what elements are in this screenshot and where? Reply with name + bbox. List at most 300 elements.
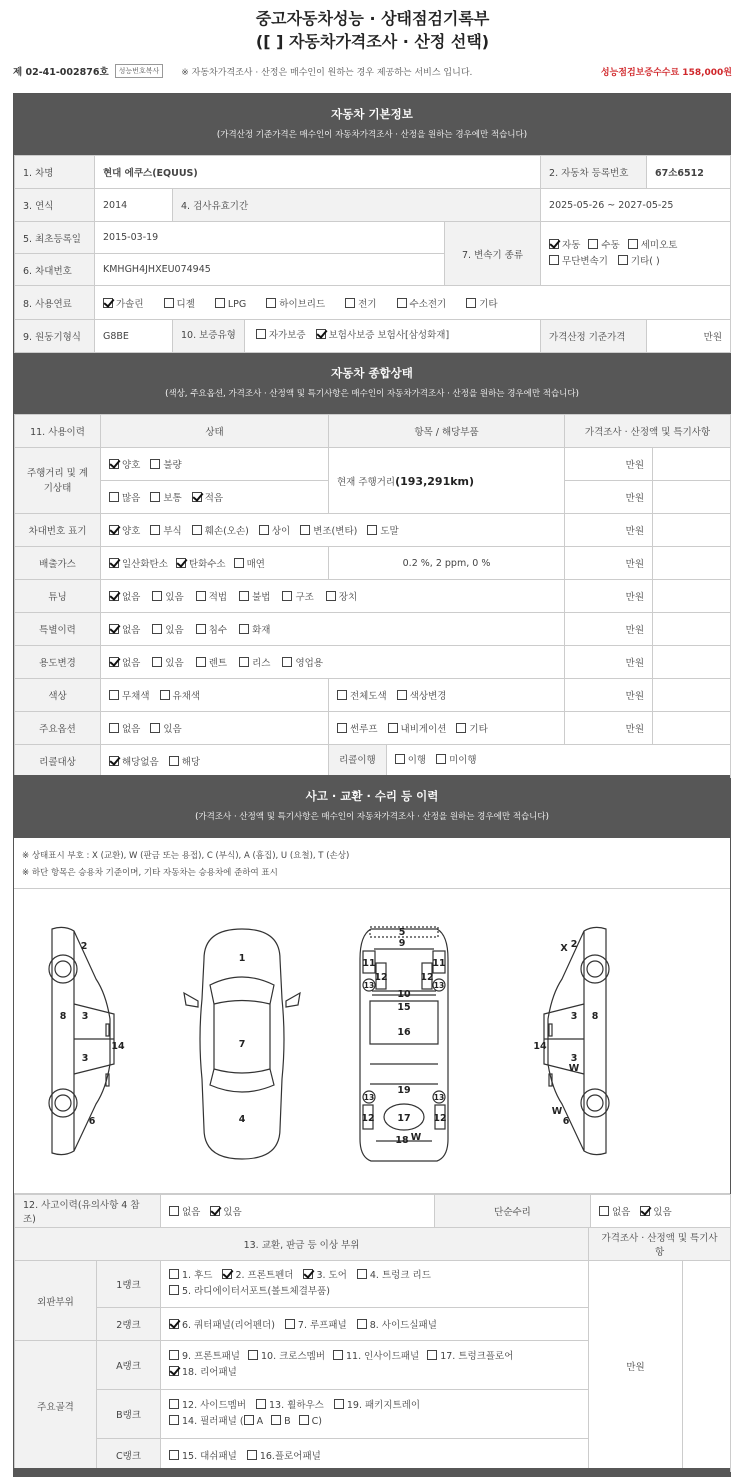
accident-band <box>14 775 730 838</box>
tuning-label: 튜닝 <box>15 580 101 613</box>
checkbox[interactable] <box>196 657 206 667</box>
main-frame-label: 주요골격 <box>15 1341 97 1472</box>
transmission-option[interactable]: 자동 <box>549 238 580 254</box>
checkbox[interactable] <box>326 591 336 601</box>
warranty-label: 10. 보증유형 <box>173 320 245 352</box>
diagram-label: 8 <box>591 1011 599 1022</box>
checkbox-checked[interactable] <box>109 558 119 568</box>
car-name-value: 현대 에쿠스(EQUUS) <box>95 156 541 189</box>
diagram-label: 6 <box>562 1116 570 1127</box>
rank1-options <box>161 1261 589 1308</box>
status-title: 자동차 종합상태 <box>331 366 413 380</box>
reg-no-label: 2. 자동차 등록번호 <box>541 156 647 189</box>
warranty-option[interactable]: 자가보증 <box>256 327 306 341</box>
car-diagrams-svg <box>14 889 730 1195</box>
parts-table <box>14 1227 731 1472</box>
fuel-option[interactable]: 디젤 <box>164 296 195 310</box>
first-reg-value: 2015-03-19 <box>95 222 445 254</box>
color-options <box>101 679 329 712</box>
usage-change-label: 용도변경 <box>15 646 101 679</box>
rankC-options <box>161 1439 589 1472</box>
tuning-option[interactable]: 있음 <box>152 589 183 603</box>
checkbox[interactable] <box>397 298 407 308</box>
checkbox[interactable] <box>266 298 276 308</box>
vin-value: KMHGH4JHXEU074945 <box>95 254 445 286</box>
part-option[interactable]: 11. 인사이드패널 <box>333 1349 419 1365</box>
diagram-label: 14 <box>111 1041 125 1052</box>
mileage-option[interactable]: 많음 <box>109 490 140 504</box>
checkbox[interactable] <box>192 525 202 535</box>
tuning-option[interactable]: 장치 <box>326 589 357 603</box>
mileage-option[interactable]: 양호 <box>109 457 140 471</box>
diagram-label: 3 <box>570 1011 578 1022</box>
mileage-current: 현재 주행거리(193,291km) <box>329 448 565 514</box>
part-option[interactable]: 18. 리어패널 <box>169 1365 237 1381</box>
special-option[interactable]: 있음 <box>152 622 183 636</box>
recall-action-label: 리콜이행 <box>329 745 387 777</box>
checkbox[interactable] <box>337 723 347 733</box>
part-option[interactable]: 6. 쿼터패널(리어펜더) <box>169 1317 275 1331</box>
color-change-options <box>329 679 565 712</box>
color-option[interactable]: 무채색 <box>109 688 150 702</box>
checkbox[interactable] <box>618 255 628 265</box>
checkbox[interactable] <box>150 459 160 469</box>
rank2-label: 2랭크 <box>97 1308 161 1341</box>
transmission-option[interactable]: 무단변속기 <box>549 254 608 270</box>
fuel-options <box>95 286 731 320</box>
status-band <box>14 353 730 414</box>
recall-option[interactable]: 해당 <box>169 754 200 768</box>
rankB-options: 12. 사이드멤버 13. 휠하우스 19. 패키지트레이 14. 필러패널 ( A B C) <box>161 1390 589 1439</box>
price-unit: 만원 <box>565 679 653 712</box>
diagram-label: 3 <box>81 1011 89 1022</box>
checkbox[interactable] <box>466 298 476 308</box>
fuel-option[interactable]: LPG <box>215 298 246 310</box>
part-option[interactable]: 8. 사이드실패널 <box>357 1317 437 1331</box>
parts-header: 13. 교환, 판금 등 이상 부위 <box>15 1228 589 1261</box>
color-change-option[interactable]: 전체도색 <box>337 688 387 702</box>
diagram-label: 13 <box>363 1093 375 1102</box>
part-option[interactable]: 1. 후드 <box>169 1268 212 1284</box>
header-info-line <box>13 64 732 78</box>
basic-info-title: 자동차 기본정보 <box>331 107 413 121</box>
price-unit: 만원 <box>565 547 653 580</box>
mileage-value: (193,291km) <box>395 474 475 488</box>
checkbox[interactable] <box>169 1269 179 1279</box>
parts-price-unit: 만원 <box>589 1261 683 1472</box>
color-change-option[interactable]: 색상변경 <box>397 688 447 702</box>
checkbox[interactable] <box>285 1319 295 1329</box>
checkbox[interactable] <box>160 690 170 700</box>
part-option[interactable]: 12. 사이드멤버 <box>169 1398 246 1414</box>
price-base-unit: 만원 <box>647 320 731 353</box>
part-option[interactable]: 3. 도어 <box>303 1268 346 1284</box>
mileage-option[interactable]: 불량 <box>150 457 181 471</box>
checkbox[interactable] <box>169 1285 179 1295</box>
checkbox[interactable] <box>300 525 310 535</box>
checkbox[interactable] <box>169 1450 179 1460</box>
rank1-label: 1랭크 <box>97 1261 161 1308</box>
checkbox[interactable] <box>150 525 160 535</box>
checkbox[interactable] <box>169 1206 179 1216</box>
diagram-label: 12 <box>433 1113 447 1124</box>
status-subtitle: (색상, 주요옵션, 가격조사 · 산정액 및 특기사항은 매수인이 자동차가격조사 · 산정을 원하는 경우에만 적습니다) <box>165 389 579 399</box>
pillar-option[interactable]: B <box>271 1414 291 1430</box>
document-title: 중고자동차성능 · 상태점검기록부 <box>255 9 490 28</box>
checkbox[interactable] <box>436 754 446 764</box>
emission-option[interactable]: 매연 <box>234 556 265 570</box>
price-unit: 만원 <box>565 514 653 547</box>
service-notice: ※ 자동차가격조사 · 산정은 매수인이 원하는 경우 제공하는 서비스 입니다. <box>181 67 473 78</box>
part-option[interactable]: 10. 크로스멤버 <box>248 1349 325 1365</box>
document-subtitle: ([ ] 자동차가격조사 · 산정 선택) <box>255 32 490 51</box>
part-option[interactable]: 17. 트렁크플로어 <box>427 1349 513 1365</box>
emission-option[interactable]: 탄화수소 <box>176 556 226 570</box>
reg-no-value: 67소6512 <box>647 156 731 189</box>
diagram-label: 19 <box>397 1085 411 1096</box>
document-number: 제 02-41-002876호 <box>13 67 109 78</box>
vin-mark-options <box>101 514 565 547</box>
diagram-label: 9 <box>398 938 406 949</box>
color-label: 색상 <box>15 679 101 712</box>
emission-options <box>101 547 329 580</box>
recall-option[interactable]: 해당없음 <box>109 754 159 768</box>
checkbox[interactable] <box>388 723 398 733</box>
price-unit: 만원 <box>565 580 653 613</box>
status-table <box>14 414 731 778</box>
basic-info-table <box>14 155 731 353</box>
tuning-option[interactable]: 적법 <box>196 589 227 603</box>
item-header: 항목 / 해당부품 <box>329 415 565 448</box>
transmission-option[interactable]: 기타( ) <box>618 254 660 270</box>
emission-option[interactable]: 일산화탄소 <box>109 556 168 570</box>
emission-values: 0.2 %, 2 ppm, 0 % <box>329 547 565 580</box>
option-item[interactable]: 썬루프 <box>337 721 378 735</box>
checkbox-checked[interactable] <box>192 492 202 502</box>
diagram-label: 4 <box>238 1114 246 1125</box>
tuning-options <box>101 580 565 613</box>
part-option[interactable]: 9. 프론트패널 <box>169 1349 240 1365</box>
diagram-label: W <box>551 1106 563 1117</box>
price-unit: 만원 <box>565 712 653 745</box>
car-part-diagram <box>14 888 730 1194</box>
accident-option[interactable]: 있음 <box>210 1204 241 1218</box>
checkbox[interactable] <box>256 1399 266 1409</box>
main-option-options <box>101 712 329 745</box>
checkbox[interactable] <box>588 239 598 249</box>
checkbox[interactable] <box>357 1319 367 1329</box>
checkbox[interactable] <box>234 558 244 568</box>
part-option[interactable]: 4. 트렁크 리드 <box>357 1268 431 1284</box>
accident-history-options <box>161 1195 435 1228</box>
checkbox[interactable] <box>152 657 162 667</box>
checkbox[interactable] <box>333 1350 343 1360</box>
checkbox[interactable] <box>271 1415 281 1425</box>
diagram-label: 3 <box>570 1053 578 1064</box>
main-option-label: 주요옵션 <box>15 712 101 745</box>
vin-mark-option[interactable]: 부식 <box>150 523 181 537</box>
fuel-label: 8. 사용연료 <box>15 286 95 320</box>
simple-repair-option[interactable]: 없음 <box>599 1204 630 1218</box>
basic-info-band <box>14 94 730 155</box>
checkbox[interactable] <box>169 1399 179 1409</box>
vin-mark-option[interactable]: 변조(변타) <box>300 523 357 537</box>
inspection-value: 2025-05-26 ~ 2027-05-25 <box>541 189 731 222</box>
first-reg-label: 5. 최초등록일 <box>15 222 95 254</box>
checkbox[interactable] <box>239 657 249 667</box>
checkbox[interactable] <box>196 624 206 634</box>
fuel-option[interactable]: 기타 <box>466 296 497 310</box>
checkbox[interactable] <box>150 492 160 502</box>
checkbox-checked[interactable] <box>176 558 186 568</box>
usage-option[interactable]: 렌트 <box>196 655 227 669</box>
checkbox[interactable] <box>109 690 119 700</box>
color-option[interactable]: 유채색 <box>160 688 201 702</box>
checkbox-checked[interactable] <box>316 329 326 339</box>
checkbox[interactable] <box>357 1269 367 1279</box>
car-right-side-diagram <box>544 927 609 1154</box>
checkbox[interactable] <box>150 723 160 733</box>
year-label: 3. 연식 <box>15 189 95 222</box>
vin-mark-option[interactable]: 훼손(오손) <box>192 523 249 537</box>
diagram-label: 5 <box>398 927 406 938</box>
usage-option[interactable]: 있음 <box>152 655 183 669</box>
outer-panel-label: 외판부위 <box>15 1261 97 1341</box>
part-option[interactable]: 16.플로어패널 <box>247 1448 321 1462</box>
part-option[interactable]: 19. 패키지트레이 <box>334 1398 420 1414</box>
main-option[interactable]: 있음 <box>150 721 181 735</box>
special-option[interactable]: 침수 <box>196 622 227 636</box>
price-unit: 만원 <box>565 448 653 481</box>
fuel-option[interactable]: 가솔린 <box>103 296 144 310</box>
checkbox[interactable] <box>599 1206 609 1216</box>
diagram-label: 11 <box>432 958 446 969</box>
diagram-label: 18 <box>395 1135 409 1146</box>
checkbox[interactable] <box>256 329 266 339</box>
part-option[interactable]: 5. 라디에이터서포트(볼트체결부품) <box>169 1284 330 1300</box>
tuning-option[interactable]: 불법 <box>239 589 270 603</box>
vin-mark-option[interactable]: 양호 <box>109 523 140 537</box>
diagram-label: 6 <box>88 1116 96 1127</box>
fuel-option[interactable]: 수소전기 <box>397 296 447 310</box>
main-option[interactable]: 없음 <box>109 721 140 735</box>
checkbox[interactable] <box>152 591 162 601</box>
diagram-label: 2 <box>570 939 578 950</box>
mileage-option[interactable]: 보통 <box>150 490 181 504</box>
usage-option[interactable]: 리스 <box>239 655 270 669</box>
part-option[interactable]: 14. 필러패널 ( <box>169 1414 244 1430</box>
checkbox[interactable] <box>259 525 269 535</box>
checkbox-checked[interactable] <box>222 1269 232 1279</box>
accident-option[interactable]: 없음 <box>169 1204 200 1218</box>
vin-mark-label: 차대번호 표기 <box>15 514 101 547</box>
recall-options <box>101 745 329 778</box>
checkbox-checked[interactable] <box>169 1319 179 1329</box>
checkbox-checked[interactable] <box>109 657 119 667</box>
recall-action-option[interactable]: 미이행 <box>436 752 477 766</box>
checkbox[interactable] <box>169 1415 179 1425</box>
checkbox[interactable] <box>244 1415 254 1425</box>
transmission-options <box>541 222 731 286</box>
checkbox[interactable] <box>164 298 174 308</box>
diagram-label: 8 <box>59 1011 67 1022</box>
fuel-option[interactable]: 전기 <box>345 296 376 310</box>
part-option[interactable]: 15. 대쉬패널 <box>169 1448 237 1462</box>
warranty-fee: 성능점검보증수수료 158,000원 <box>600 67 732 78</box>
recall-action-option[interactable]: 이행 <box>395 752 426 766</box>
checkbox-checked[interactable] <box>109 459 119 469</box>
simple-repair-option[interactable]: 있음 <box>640 1204 671 1218</box>
pillar-option[interactable]: C <box>299 1414 319 1430</box>
diagram-label: 13 <box>433 1093 445 1102</box>
vin-mark-option[interactable]: 도말 <box>367 523 398 537</box>
checkbox[interactable] <box>196 591 206 601</box>
main-option-items <box>329 712 565 745</box>
checkbox-checked[interactable] <box>549 239 559 249</box>
engine-label: 9. 원동기형식 <box>15 320 95 353</box>
simple-repair-options <box>591 1195 731 1228</box>
checkbox[interactable] <box>169 756 179 766</box>
usage-change-options <box>101 646 565 679</box>
diagram-label: 3 <box>81 1053 89 1064</box>
price-unit: 만원 <box>565 613 653 646</box>
special-option[interactable]: 없음 <box>109 622 140 636</box>
checkbox-checked[interactable] <box>109 624 119 634</box>
accident-history-table <box>14 1194 731 1228</box>
diagram-label: 11 <box>362 958 376 969</box>
diagram-label: 16 <box>397 1027 411 1038</box>
checkbox-checked[interactable] <box>109 591 119 601</box>
price-note-header: 가격조사 · 산정액 및 특기사항 <box>565 415 731 448</box>
checkbox[interactable] <box>367 525 377 535</box>
vin-mark-option[interactable]: 상이 <box>259 523 290 537</box>
special-option[interactable]: 화재 <box>239 622 270 636</box>
accident-subtitle: (가격조사 · 산정액 및 특기사항은 매수인이 자동차가격조사 · 산정을 원하는 경우에만 적습니다) <box>195 812 549 822</box>
option-item[interactable]: 기타 <box>456 721 487 735</box>
checkbox[interactable] <box>334 1399 344 1409</box>
checkbox[interactable] <box>395 754 405 764</box>
part-option[interactable]: 13. 휠하우스 <box>256 1398 324 1414</box>
tuning-option[interactable]: 구조 <box>282 589 313 603</box>
year-value: 2014 <box>95 189 173 222</box>
special-history-options <box>101 613 565 646</box>
checkbox[interactable] <box>282 657 292 667</box>
checkbox[interactable] <box>337 690 347 700</box>
recall-action-cell <box>329 745 731 778</box>
diagram-label: 13 <box>433 981 445 990</box>
usage-option[interactable]: 영업용 <box>282 655 323 669</box>
checkbox[interactable] <box>109 492 119 502</box>
checkbox[interactable] <box>169 1350 179 1360</box>
symbol-legend-line2: ※ 하단 항목은 승용차 기준이며, 기타 자동차는 승용차에 준하여 표시 <box>22 868 278 878</box>
checkbox[interactable] <box>397 690 407 700</box>
warranty-cell <box>173 320 541 353</box>
checkbox[interactable] <box>248 1350 258 1360</box>
checkbox[interactable] <box>345 298 355 308</box>
checkbox[interactable] <box>247 1450 257 1460</box>
diagram-label: 17 <box>397 1113 411 1124</box>
diagram-label: 2 <box>80 941 88 952</box>
warranty-option[interactable]: 보험사보증 보험사[삼성화재] <box>316 327 450 341</box>
part-option[interactable]: 2. 프론트펜더 <box>222 1268 293 1284</box>
diagram-label: 7 <box>238 1039 246 1050</box>
emission-label: 배출가스 <box>15 547 101 580</box>
symbol-legend-line1: ※ 상태표시 부호 : X (교환), W (판금 또는 용접), C (부식), A (흠집), U (요철), T (손상) <box>22 851 350 861</box>
diagram-label: W <box>568 1063 580 1074</box>
diagram-label: 10 <box>397 989 411 1000</box>
car-left-side-diagram <box>49 927 114 1154</box>
checkbox-checked[interactable] <box>640 1206 650 1216</box>
engine-value: G8BE <box>95 320 173 353</box>
diagram-label: X <box>560 943 568 954</box>
symbol-legend <box>22 848 349 882</box>
mileage-option[interactable]: 적음 <box>192 490 223 504</box>
checkbox-checked[interactable] <box>303 1269 313 1279</box>
diagram-label: 12 <box>374 972 388 983</box>
inspection-label: 4. 검사유효기간 <box>173 189 541 222</box>
special-history-label: 특별이력 <box>15 613 101 646</box>
mileage-label: 주행거리 및 계기상태 <box>15 448 101 514</box>
rankC-label: C랭크 <box>97 1439 161 1472</box>
checkbox[interactable] <box>549 255 559 265</box>
tuning-option[interactable]: 없음 <box>109 589 140 603</box>
rankA-options <box>161 1341 589 1390</box>
recall-label: 리콜대상 <box>15 745 101 778</box>
accident-title: 사고 · 교환 · 수리 등 이력 <box>305 789 439 803</box>
rankA-label: A랭크 <box>97 1341 161 1390</box>
parts-price-header: 가격조사 · 산정액 및 특기사항 <box>589 1228 731 1261</box>
fuel-option[interactable]: 하이브리드 <box>266 296 325 310</box>
vin-label: 6. 차대번호 <box>15 254 95 286</box>
checkbox[interactable] <box>109 723 119 733</box>
checkbox-checked[interactable] <box>169 1366 179 1376</box>
simple-repair-label: 단순수리 <box>435 1195 591 1228</box>
diagram-label: 1 <box>238 953 246 964</box>
transmission-option[interactable]: 수동 <box>588 238 619 254</box>
checkbox-checked[interactable] <box>103 298 113 308</box>
checkbox[interactable] <box>215 298 225 308</box>
checkbox[interactable] <box>152 624 162 634</box>
price-base-label: 가격산정 기준가격 <box>541 320 647 353</box>
checkbox-checked[interactable] <box>109 525 119 535</box>
checkbox[interactable] <box>427 1350 437 1360</box>
diagram-label: 12 <box>420 972 434 983</box>
checkbox[interactable] <box>282 591 292 601</box>
usage-option[interactable]: 없음 <box>109 655 140 669</box>
option-item[interactable]: 내비게이션 <box>388 721 447 735</box>
mileage-state <box>101 448 329 481</box>
diagram-label: W <box>410 1132 422 1143</box>
pillar-option[interactable]: A <box>244 1414 264 1430</box>
checkbox[interactable] <box>239 591 249 601</box>
rankB-label: B랭크 <box>97 1390 161 1439</box>
mileage-amount <box>101 481 329 514</box>
checkbox-checked[interactable] <box>109 756 119 766</box>
price-unit: 만원 <box>565 481 653 514</box>
part-option[interactable]: 7. 루프패널 <box>285 1317 347 1331</box>
checkbox[interactable] <box>299 1415 309 1425</box>
checkbox[interactable] <box>456 723 466 733</box>
checkbox-checked[interactable] <box>210 1206 220 1216</box>
copy-number-button[interactable]: 성능번호복사 <box>115 64 164 78</box>
state-header: 상태 <box>101 415 329 448</box>
transmission-label: 7. 변속기 종류 <box>445 222 541 286</box>
usage-history-header: 11. 사용이력 <box>15 415 101 448</box>
basic-info-subtitle: (가격산정 기준가격은 매수인이 자동차가격조사 · 산정을 원하는 경우에만 적습니다) <box>216 130 528 140</box>
checkbox[interactable] <box>239 624 249 634</box>
transmission-option[interactable]: 세미오토 <box>628 238 678 254</box>
checkbox[interactable] <box>628 239 638 249</box>
